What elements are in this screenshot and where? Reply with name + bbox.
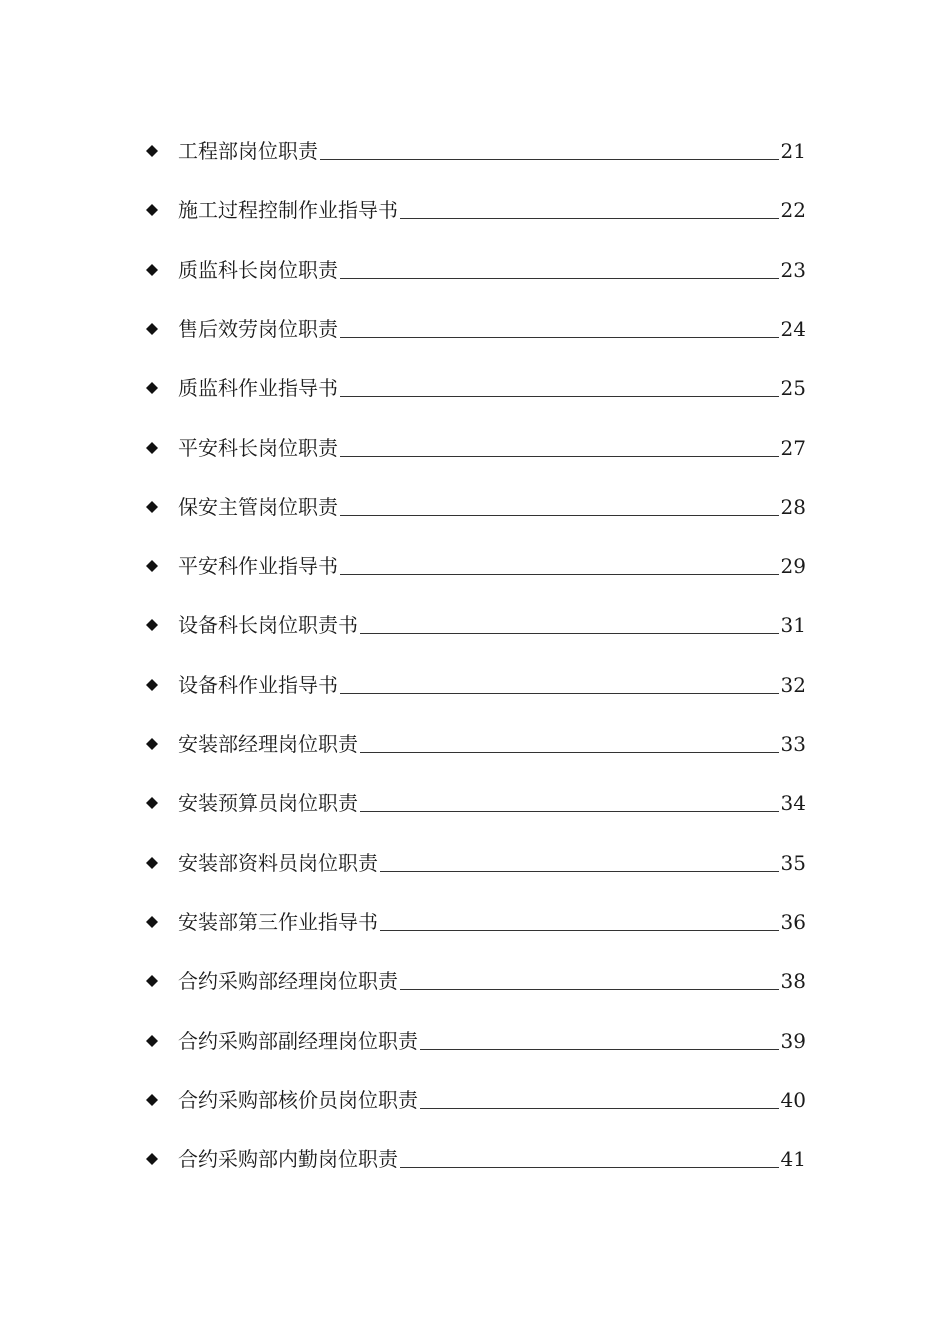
leader-line bbox=[400, 218, 779, 219]
toc-entry-title: 工程部岗位职责 bbox=[178, 139, 318, 163]
leader-line bbox=[360, 633, 779, 634]
toc-page-number: 33 bbox=[780, 732, 806, 756]
leader-line bbox=[420, 1108, 779, 1109]
toc-entry[interactable] bbox=[145, 907, 806, 937]
toc-page-number: 40 bbox=[780, 1087, 806, 1112]
toc-entry-title: 设备科作业指导书 bbox=[178, 672, 338, 697]
leader-line bbox=[340, 396, 779, 397]
diamond-bullet-icon bbox=[145, 314, 159, 344]
toc-entry[interactable] bbox=[145, 314, 806, 344]
diamond-bullet-icon bbox=[145, 255, 159, 285]
leader-line bbox=[340, 456, 779, 457]
diamond-bullet-icon bbox=[145, 492, 159, 522]
toc-entry-title: 平安科作业指导书 bbox=[178, 554, 338, 579]
toc-entry-title: 合约采购部经理岗位职责 bbox=[178, 969, 398, 994]
toc-page-number: 32 bbox=[780, 672, 806, 697]
toc-entry-title: 安装部经理岗位职责 bbox=[178, 732, 358, 756]
toc-entry-title: 设备科长岗位职责书 bbox=[178, 613, 358, 638]
leader-line bbox=[340, 693, 779, 694]
toc-entry-title: 质监科作业指导书 bbox=[178, 376, 338, 401]
leader-line bbox=[340, 278, 779, 279]
toc-page-number: 25 bbox=[780, 376, 806, 401]
leader-line bbox=[380, 930, 779, 931]
toc-entry[interactable] bbox=[145, 966, 806, 996]
toc-entry-title: 合约采购部内勤岗位职责 bbox=[178, 1147, 398, 1172]
toc-entry-title: 安装预算员岗位职责 bbox=[178, 791, 358, 816]
leader-line bbox=[360, 752, 779, 753]
toc-entry-title: 售后效劳岗位职责 bbox=[178, 316, 338, 341]
toc-entry-title: 保安主管岗位职责 bbox=[178, 494, 338, 519]
diamond-bullet-icon bbox=[145, 136, 159, 166]
toc-page-number: 41 bbox=[780, 1147, 806, 1172]
diamond-bullet-icon bbox=[145, 195, 159, 225]
toc-entry[interactable] bbox=[145, 136, 806, 166]
leader-line bbox=[400, 1167, 779, 1168]
leader-line bbox=[420, 1049, 779, 1050]
toc-page-number: 21 bbox=[780, 139, 806, 163]
toc-entry[interactable] bbox=[145, 551, 806, 581]
toc-page-number: 29 bbox=[780, 554, 806, 579]
diamond-bullet-icon bbox=[145, 907, 159, 937]
toc-entry[interactable] bbox=[145, 255, 806, 285]
toc-entry[interactable] bbox=[145, 433, 806, 463]
diamond-bullet-icon bbox=[145, 848, 159, 878]
toc-entry-title: 安装部资料员岗位职责 bbox=[178, 850, 378, 875]
diamond-bullet-icon bbox=[145, 433, 159, 463]
toc-page-number: 38 bbox=[780, 969, 806, 994]
toc-entry[interactable] bbox=[145, 1026, 806, 1056]
leader-line bbox=[340, 574, 779, 575]
diamond-bullet-icon bbox=[145, 788, 159, 818]
leader-line bbox=[340, 515, 779, 516]
toc-entry[interactable] bbox=[145, 788, 806, 818]
diamond-bullet-icon bbox=[145, 373, 159, 403]
toc-page-number: 36 bbox=[780, 909, 806, 934]
diamond-bullet-icon bbox=[145, 1144, 159, 1174]
toc-entry[interactable] bbox=[145, 1085, 806, 1115]
toc-entry[interactable] bbox=[145, 1144, 806, 1174]
diamond-bullet-icon bbox=[145, 1026, 159, 1056]
diamond-bullet-icon bbox=[145, 610, 159, 640]
diamond-bullet-icon bbox=[145, 670, 159, 700]
toc-entry[interactable] bbox=[145, 610, 806, 640]
toc-entry-title: 安装部第三作业指导书 bbox=[178, 909, 378, 934]
diamond-bullet-icon bbox=[145, 729, 159, 759]
toc-entry-title: 平安科长岗位职责 bbox=[178, 435, 338, 460]
toc-entry[interactable] bbox=[145, 492, 806, 522]
toc-entry-title: 合约采购部副经理岗位职责 bbox=[178, 1028, 418, 1053]
diamond-bullet-icon bbox=[145, 966, 159, 996]
toc-entry[interactable] bbox=[145, 848, 806, 878]
diamond-bullet-icon bbox=[145, 551, 159, 581]
toc-page-number: 28 bbox=[780, 494, 806, 519]
toc-page-number: 39 bbox=[780, 1028, 806, 1053]
leader-line bbox=[360, 811, 779, 812]
toc-entry-title: 施工过程控制作业指导书 bbox=[178, 198, 398, 223]
toc-entry-title: 合约采购部核价员岗位职责 bbox=[178, 1087, 418, 1112]
toc-page-number: 24 bbox=[780, 316, 806, 341]
toc-entry-title: 质监科长岗位职责 bbox=[178, 257, 338, 282]
leader-line bbox=[380, 871, 779, 872]
toc-entry[interactable] bbox=[145, 195, 806, 225]
toc-page-number: 27 bbox=[780, 435, 806, 460]
leader-line bbox=[400, 989, 779, 990]
diamond-bullet-icon bbox=[145, 1085, 159, 1115]
leader-line bbox=[340, 337, 779, 338]
toc-entry[interactable] bbox=[145, 670, 806, 700]
toc-page-number: 23 bbox=[780, 257, 806, 282]
toc-page-number: 22 bbox=[780, 198, 806, 223]
toc-page-number: 31 bbox=[780, 613, 806, 638]
leader-line bbox=[320, 159, 779, 160]
toc-entry[interactable] bbox=[145, 373, 806, 403]
toc-page-number: 35 bbox=[780, 850, 806, 875]
toc-entry[interactable] bbox=[145, 729, 806, 759]
toc-page-number: 34 bbox=[780, 791, 806, 816]
